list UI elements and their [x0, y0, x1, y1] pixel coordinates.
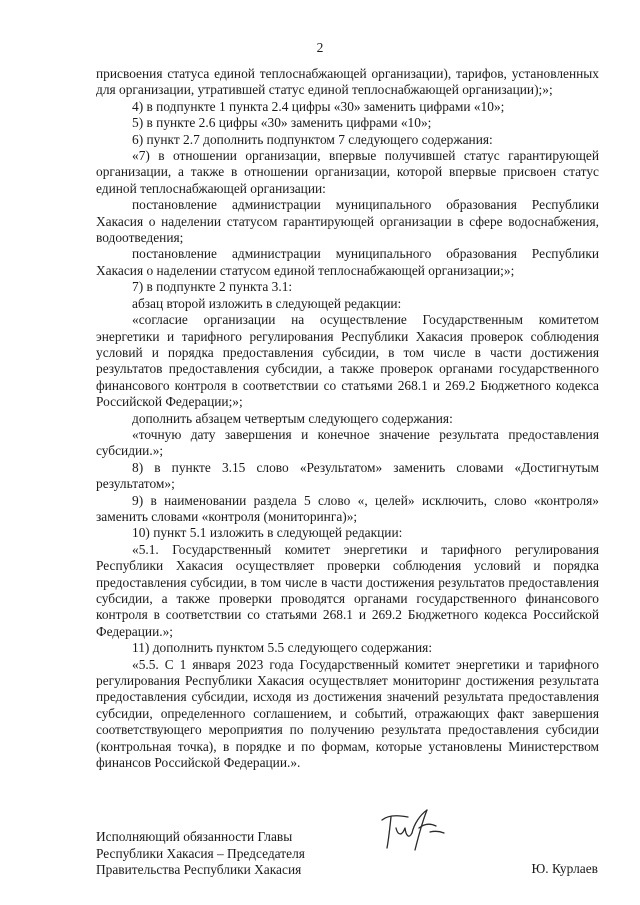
document-body [96, 66, 599, 771]
paragraph: абзац второй изложить в следующей редакции: [132, 295, 402, 311]
paragraph: 5) в пункте 2.6 цифры «30» заменить цифрами «10»; [132, 115, 432, 131]
paragraph: «7) в отношении организации, впервые получившей статус гарантирующей организации, а также в отношении организации, которой впервые присвоен статус единой теплоснабжающей организации: [96, 148, 599, 196]
paragraph: дополнить абзацем четвертым следующего содержания: [132, 410, 453, 426]
paragraph: 9) в наименовании раздела 5 слово «, целей» исключить, слово «контроля» заменить словами «контроля (мониторинга)»; [96, 492, 599, 524]
paragraph: 6) пункт 2.7 дополнить подпунктом 7 следующего содержания: [132, 131, 493, 147]
paragraph: 11) дополнить пунктом 5.5 следующего содержания: [132, 640, 433, 656]
paragraph: «точную дату завершения и конечное значение результата предоставления субсидии.»; [96, 426, 599, 459]
paragraph: «согласие организации на осуществление Государственным комитетом энергетики и тарифного регулирования Республики Хакасия проверок соблюдения условий и порядка предоставления субсидии, в том числе в части достижения результатов предоставления субсидии, а также проверок органами государственного финансового контроля в соответствии со статьями 268.1 и 269.2 Бюджетного кодекса Российской Федерации;»; [96, 312, 599, 410]
signature-strokes [382, 810, 444, 850]
signatory-title-line: Правительства Республики Хакасия [96, 862, 302, 878]
signatory-title-line: Исполняющий обязанности Главы [96, 829, 293, 844]
paragraph: «5.5. С 1 января 2023 года Государственный комитет энергетики и тарифного регулирования Республики Хакасия осуществляет мониторинг достижения результата предоставления субсидии, исходя из достижения значений результата предоставления субсидии, определенного соглашением, и событий, отражающих факт завершения соответствующего мероприятия по получению результата предоставления субсидии (контрольная точка), в порядке и по формам, которые установлены Министерством финансов Российской Федерации.». [96, 656, 599, 771]
paragraph: присвоения статуса единой теплоснабжающей организации), тарифов, установленных для организации, утратившей статус единой теплоснабжающей организации);»; [96, 66, 599, 98]
signatory-name: Ю. Курлаев [531, 861, 598, 876]
paragraph: 4) в подпункте 1 пункта 2.4 цифры «30» заменить цифрами «10»; [132, 98, 505, 114]
paragraph: постановление администрации муниципального образования Республики Хакасия о наделении статусом гарантирующей организации в сфере водоснабжения, водоотведения; [96, 197, 599, 246]
paragraph: 7) в подпункте 2 пункта 3.1: [132, 279, 293, 295]
signatory-title-line: Республики Хакасия – Председателя [96, 845, 305, 861]
signatory-title [96, 829, 305, 879]
paragraph: постановление администрации муниципального образования Республики Хакасия о наделении статусом единой теплоснабжающей организации;»; [96, 246, 599, 278]
paragraph: 10) пункт 5.1 изложить в следующей редакции: [132, 525, 403, 541]
paragraph: «5.1. Государственный комитет энергетики и тарифного регулирования Республики Хакасия осуществляет проверки соблюдения условий и порядка предоставления субсидии, в том числе в части достижения результатов предоставления субсидии, а также проверки проводятся органами государственного финансового контроля в соответствии со статьями 268.1 и 269.2 Бюджетного кодекса Российской Федерации.»; [96, 541, 599, 639]
handwritten-signature [378, 806, 448, 854]
page-number: 2 [316, 40, 324, 55]
paragraph: 8) в пункте 3.15 слово «Результатом» заменить словами «Достигнутым результатом»; [96, 459, 599, 492]
